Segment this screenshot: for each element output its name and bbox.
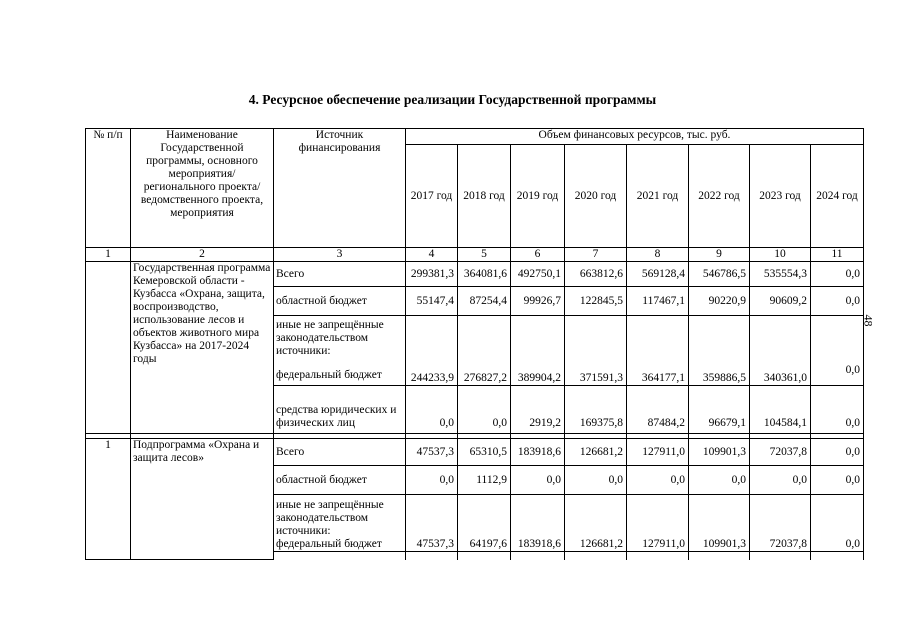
- funding-source: Всего: [274, 262, 406, 287]
- header-year: 2020 год: [565, 145, 627, 248]
- value-cell: 0,0: [811, 287, 864, 316]
- program-name: Государственная программа Кемеровской области - Кузбасса «Охрана, защита, воспроизводство, использование лесов и объектов животного мира Кузбасса» на 2017-2024 годы: [131, 262, 274, 434]
- value-cell: 492750,1: [511, 262, 565, 287]
- value-cell: 55147,4: [406, 287, 458, 316]
- col-number: 5: [458, 248, 511, 262]
- header-year: 2021 год: [627, 145, 689, 248]
- col-number: 4: [406, 248, 458, 262]
- header-year: 2018 год: [458, 145, 511, 248]
- value-cell: 90609,2: [750, 287, 811, 316]
- value-cell: 371591,3: [565, 316, 627, 386]
- value-cell: 569128,4: [627, 262, 689, 287]
- value-cell: 0,0: [511, 466, 565, 495]
- header-year: 2017 год: [406, 145, 458, 248]
- value-cell: 2919,2: [511, 386, 565, 434]
- funding-source: областной бюджет: [274, 287, 406, 316]
- value-cell: 0,0: [458, 386, 511, 434]
- subprogram-name: Подпрограмма «Охрана и защита лесов»: [131, 439, 274, 560]
- value-cell: 0,0: [811, 386, 864, 434]
- header-name: Наименование Государственной программы, основного мероприятия/ регионального проекта/ ведомственного проекта, мероприятия: [131, 129, 274, 248]
- header-num: № п/п: [86, 129, 131, 248]
- value-cell: 99926,7: [511, 287, 565, 316]
- value-cell: 104584,1: [750, 386, 811, 434]
- col-number: 7: [565, 248, 627, 262]
- value-cell: 535554,3: [750, 262, 811, 287]
- table-row: [86, 439, 864, 466]
- header-year: 2019 год: [511, 145, 565, 248]
- value-cell: 0,0: [406, 386, 458, 434]
- value-cell: 72037,8: [750, 439, 811, 466]
- value-cell: 109901,3: [689, 439, 750, 466]
- value-cell: 47537,3: [406, 439, 458, 466]
- value-cell: 183918,6: [511, 439, 565, 466]
- value-cell: 663812,6: [565, 262, 627, 287]
- header-source: Источник финансирования: [274, 129, 406, 248]
- value-cell: 122845,5: [565, 287, 627, 316]
- value-cell: 244233,9: [406, 316, 458, 386]
- value-cell: 389904,2: [511, 316, 565, 386]
- funding-source: иные не запрещённые законодательством источники:: [274, 316, 406, 358]
- funding-source: иные не запрещённые законодательством источники:: [274, 495, 406, 538]
- table-row: [86, 262, 864, 287]
- value-cell: 64197,6: [458, 495, 511, 552]
- value-cell: 127911,0: [627, 495, 689, 552]
- value-cell: 0,0: [406, 466, 458, 495]
- col-number: 11: [811, 248, 864, 262]
- value-cell: 47537,3: [406, 495, 458, 552]
- value-cell: 364081,6: [458, 262, 511, 287]
- funding-source: средства юридических и физических лиц: [274, 386, 406, 434]
- value-cell: 109901,3: [689, 495, 750, 552]
- funding-source: федеральный бюджет: [274, 358, 406, 386]
- header-year: 2023 год: [750, 145, 811, 248]
- value-cell: 1112,9: [458, 466, 511, 495]
- funding-source: областной бюджет: [274, 466, 406, 495]
- page-number: 48: [861, 314, 876, 327]
- value-cell: 0,0: [811, 439, 864, 466]
- col-number: 6: [511, 248, 565, 262]
- header-volume: Объем финансовых ресурсов, тыс. руб.: [406, 129, 864, 145]
- value-cell: 276827,2: [458, 316, 511, 386]
- value-cell: 0,0: [811, 262, 864, 287]
- value-cell: 340361,0: [750, 316, 811, 386]
- value-cell: 90220,9: [689, 287, 750, 316]
- value-cell: 87254,4: [458, 287, 511, 316]
- value-cell: 359886,5: [689, 316, 750, 386]
- col-number: 9: [689, 248, 750, 262]
- col-number: 3: [274, 248, 406, 262]
- value-cell: 127911,0: [627, 439, 689, 466]
- col-number: 10: [750, 248, 811, 262]
- header-year: 2024 год: [811, 145, 864, 248]
- value-cell: 0,0: [811, 466, 864, 495]
- value-cell: 126681,2: [565, 495, 627, 552]
- resource-table: [85, 128, 864, 560]
- header-year: 2022 год: [689, 145, 750, 248]
- col-number: 8: [627, 248, 689, 262]
- funding-source: Всего: [274, 439, 406, 466]
- row-num: [86, 262, 131, 434]
- funding-source: федеральный бюджет: [274, 538, 406, 552]
- value-cell: 117467,1: [627, 287, 689, 316]
- value-cell: 0,0: [689, 466, 750, 495]
- col-number: 1: [86, 248, 131, 262]
- row-num: 1: [86, 439, 131, 560]
- value-cell: 0,0: [811, 316, 864, 386]
- value-cell: 183918,6: [511, 495, 565, 552]
- value-cell: 87484,2: [627, 386, 689, 434]
- value-cell: 546786,5: [689, 262, 750, 287]
- value-cell: 96679,1: [689, 386, 750, 434]
- value-cell: 299381,3: [406, 262, 458, 287]
- value-cell: 65310,5: [458, 439, 511, 466]
- value-cell: 126681,2: [565, 439, 627, 466]
- value-cell: 0,0: [811, 495, 864, 552]
- value-cell: 0,0: [627, 466, 689, 495]
- value-cell: 364177,1: [627, 316, 689, 386]
- value-cell: 72037,8: [750, 495, 811, 552]
- value-cell: 0,0: [750, 466, 811, 495]
- value-cell: 169375,8: [565, 386, 627, 434]
- col-number: 2: [131, 248, 274, 262]
- value-cell: 0,0: [565, 466, 627, 495]
- section-title: 4. Ресурсное обеспечение реализации Государственной программы: [248, 92, 657, 107]
